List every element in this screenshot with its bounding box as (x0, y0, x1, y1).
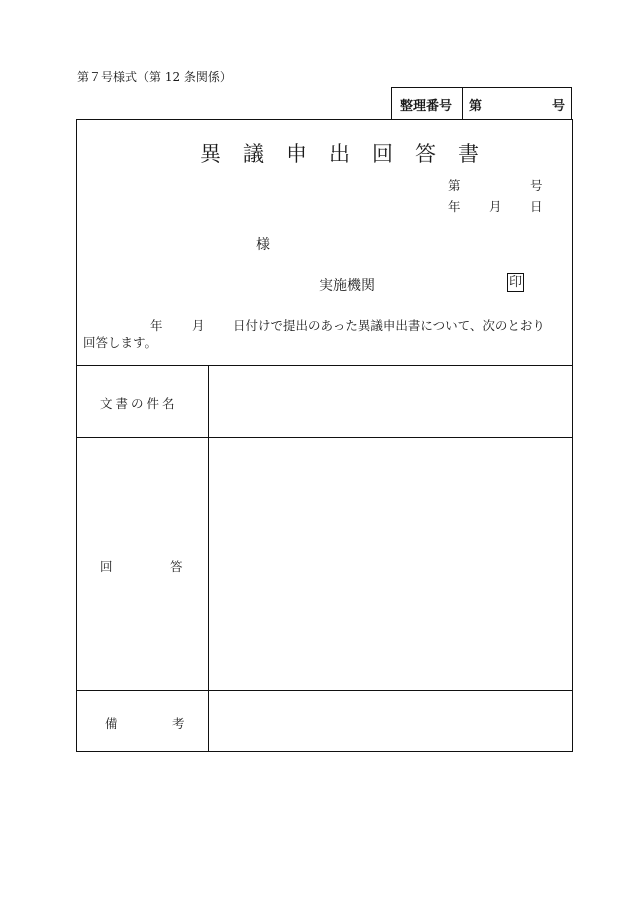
reference-divider (462, 88, 463, 119)
seal-mark: 印 (508, 275, 522, 290)
answer-label-char2: 答 (170, 559, 183, 574)
reference-go: 号 (551, 99, 565, 114)
remarks-label-char1: 備 (105, 716, 118, 731)
body-year: 年 (150, 318, 163, 333)
document-name-label: 文書の件名 (100, 396, 178, 411)
addressee-suffix: 様 (256, 237, 270, 253)
number-dai: 第 (448, 178, 461, 193)
number-go: 号 (530, 178, 543, 193)
answer-label-char1: 回 (100, 559, 113, 574)
document-title: 異議申出回答書 (200, 142, 501, 166)
issuer-label: 実施機関 (319, 278, 375, 294)
body-text-line1: 日付けで提出のあった異議申出書について、次のとおり (233, 318, 545, 333)
form-number-label: 第７号様式（第 12 条関係） (77, 70, 232, 84)
date-year: 年 (448, 199, 461, 214)
remarks-field[interactable] (208, 691, 572, 751)
body-month: 月 (192, 318, 205, 333)
date-day: 日 (530, 199, 543, 214)
reference-dai: 第 (469, 99, 483, 114)
body-text-line2: 回答します。 (83, 335, 158, 350)
remarks-label-char2: 考 (172, 716, 185, 731)
date-month: 月 (489, 199, 502, 214)
reference-number-box (391, 87, 572, 119)
answer-field[interactable] (208, 438, 572, 690)
document-name-field[interactable] (208, 366, 572, 437)
reference-number-label: 整理番号 (400, 99, 453, 114)
